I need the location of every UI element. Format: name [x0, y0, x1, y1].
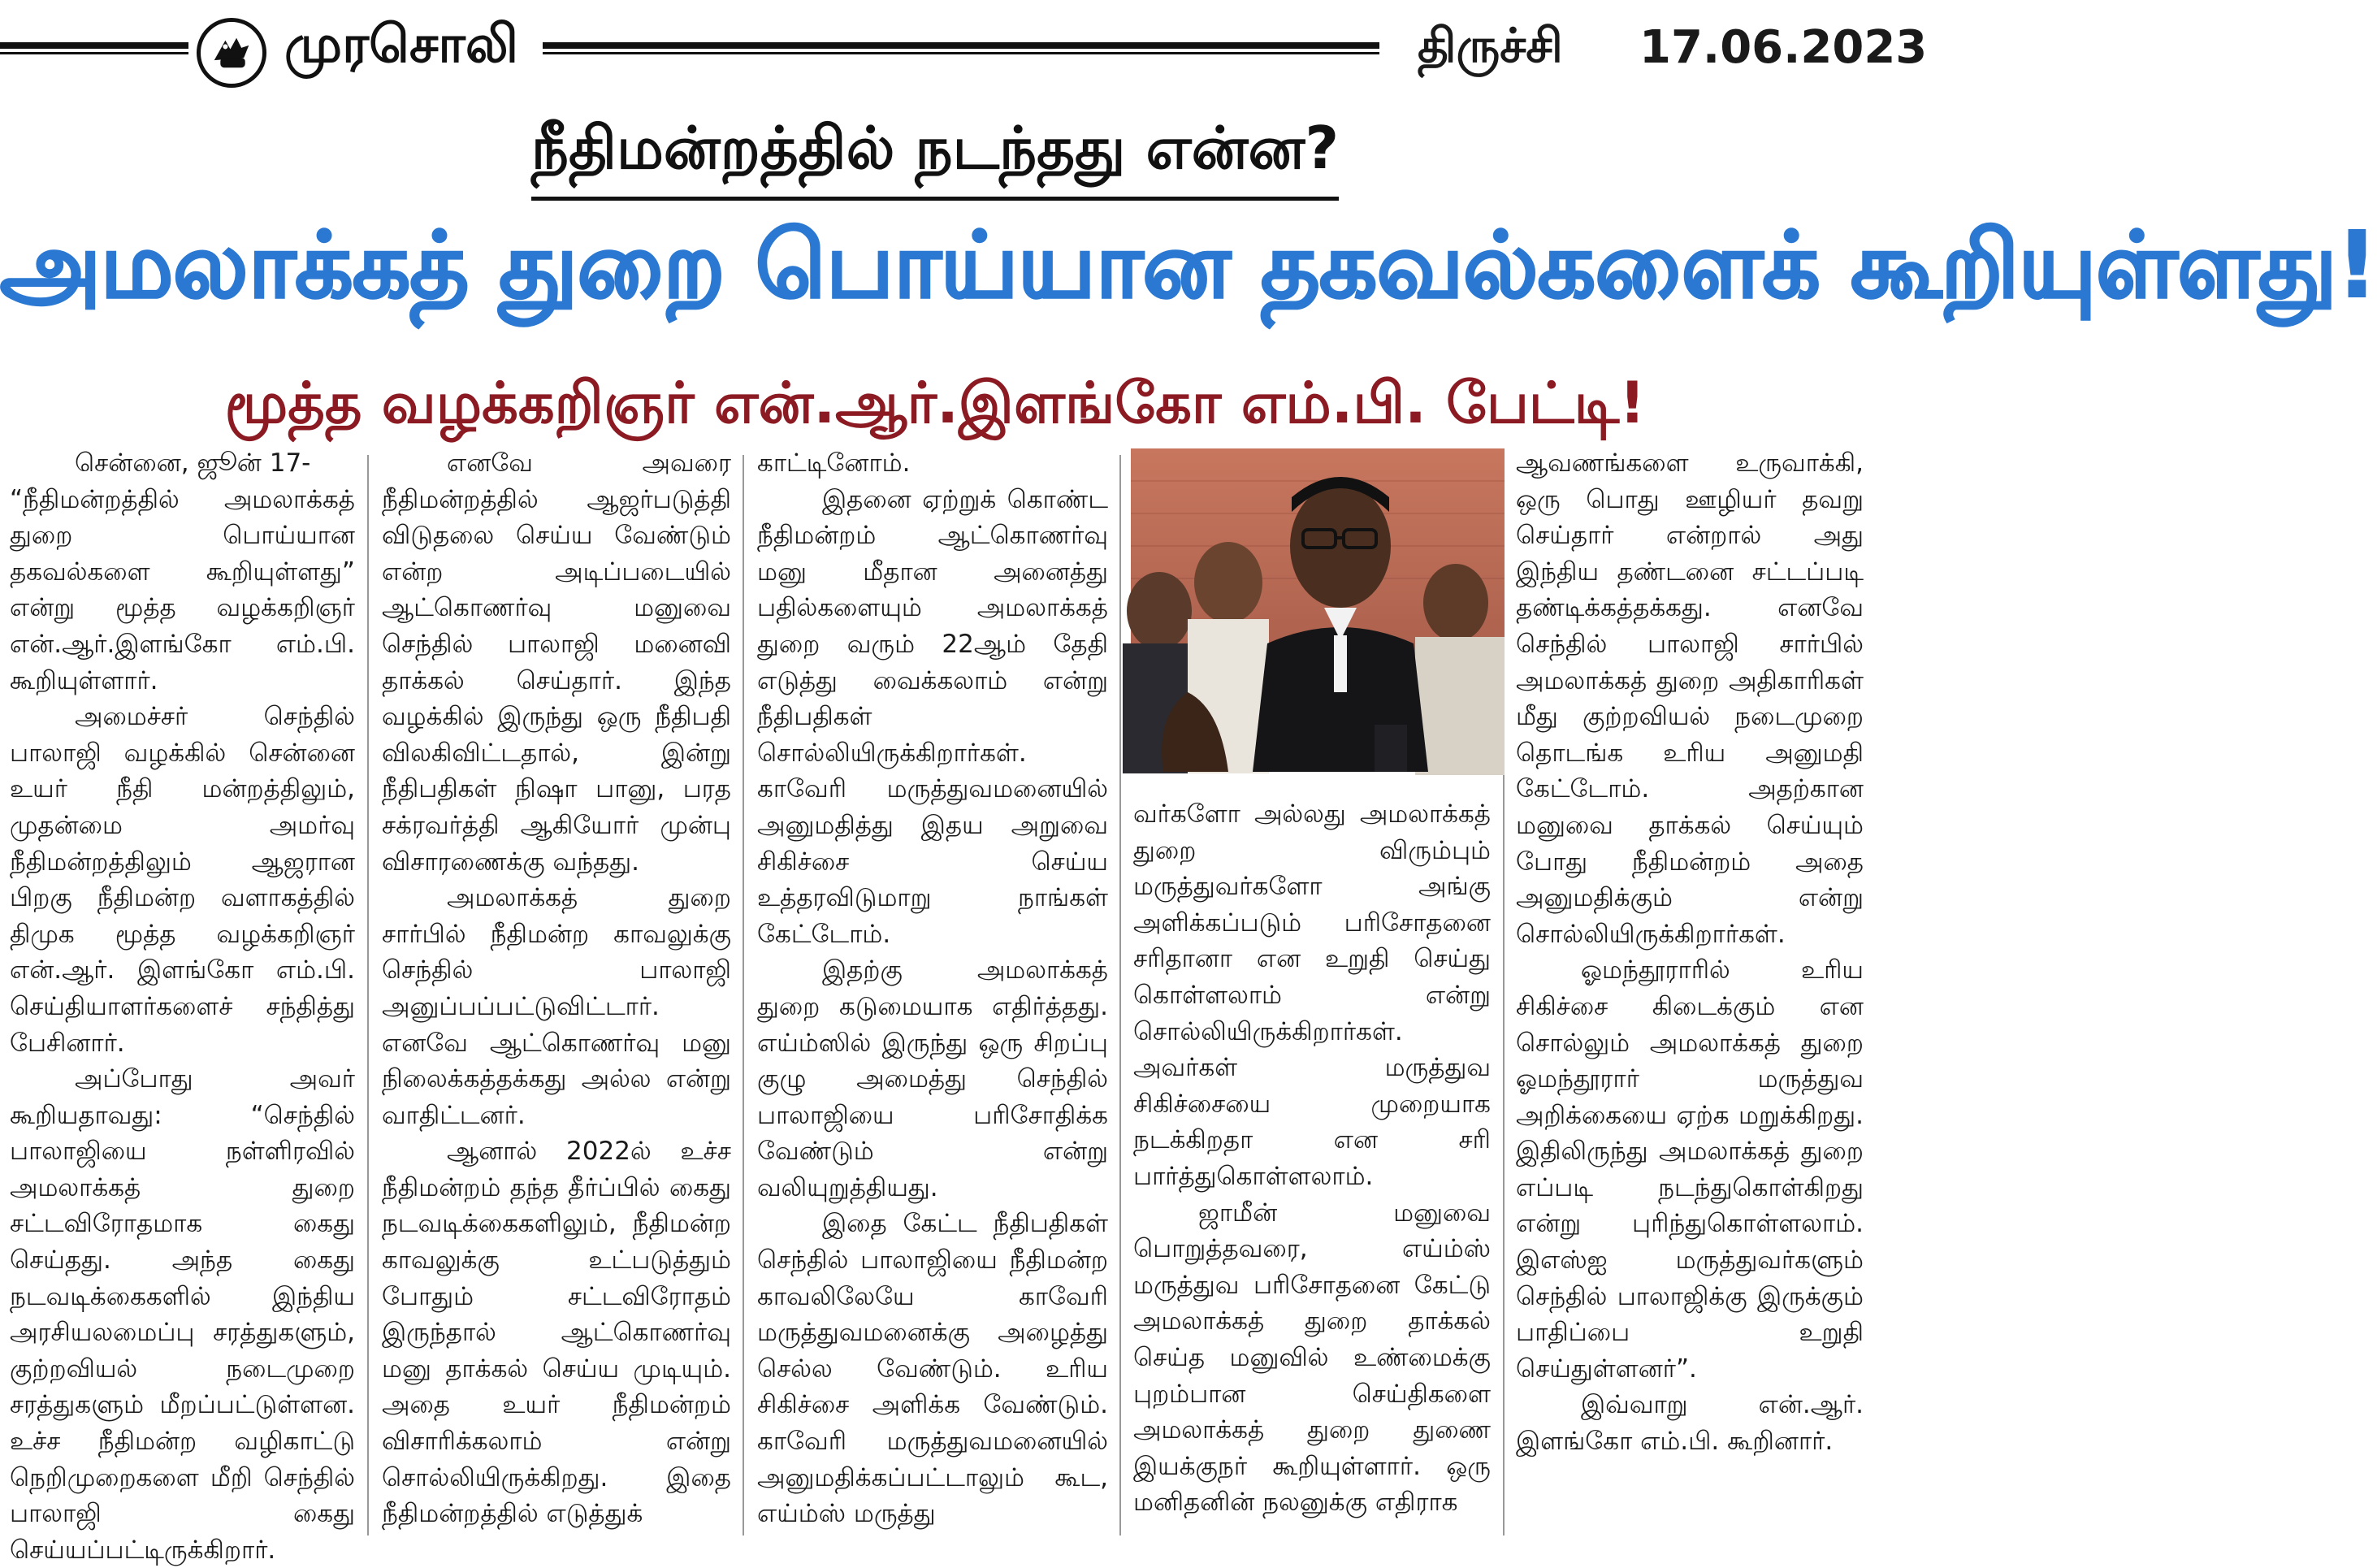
- column-divider: [743, 455, 744, 1536]
- drum-logo-icon: [197, 18, 266, 88]
- article-headline: அமலாக்கத் துறை பொய்யான தகவல்களைக் கூறியுள்ளது!: [0, 213, 2377, 318]
- speaker-photo: [1131, 448, 1505, 772]
- paper-name: முரசொலி: [284, 15, 518, 75]
- issue-date: 17.06.2023: [1639, 21, 1928, 74]
- paragraph: அமலாக்கத் துறை சார்பில் நீதிமன்ற காவலுக்கு செந்தில் பாலாஜி அனுப்பப்பட்டுவிட்டார். எனவே ஆட்கொணர்வு மனு நிலைக்கத்தக்கது அல்ல என்று வாதிட்டனர்.: [382, 883, 731, 1130]
- paragraph: எனவே அவரை நீதிமன்றத்தில் ஆஜர்படுத்தி விடுதலை செய்ய வேண்டும் என்ற அடிப்படையில் ஆட்கொணர்வு மனுவை செந்தில் பாலாஜி மனைவி தாக்கல் செய்தார். இந்த வழக்கில் இருந்து ஒரு நீதிபதி விலகிவிட்டதால், இன்று நீதிபதிகள் நிஷா பானு, பரத சக்ரவர்த்தி ஆகியோர் முன்பு விசாரணைக்கு வந்தது.: [382, 448, 731, 877]
- masthead-rule-center: [543, 41, 1379, 58]
- edition-name: திருச்சி: [1418, 18, 1563, 73]
- paragraph: வர்களோ அல்லது அமலாக்கத் துறை விரும்பும் மருத்துவர்களோ அங்கு அளிக்கப்படும் பரிசோதனை சரிதானா என உறுதி செய்து கொள்ளலாம் என்று சொல்லியிருக்கிறார்கள். அவர்கள் மருத்துவ சிகிச்சையை முறையாக நடக்கிறதா என சரி பார்த்துகொள்ளலாம்.: [1133, 799, 1491, 1191]
- paragraph: ஆவணங்களை உருவாக்கி, ஒரு பொது ஊழியர் தவறு செய்தார் என்றால் அது இந்திய தண்டனை சட்டப்படி தண்டிக்கத்தக்கது. எனவே செந்தில் பாலாஜி சார்பில் அமலாக்கத் துறை அதிகாரிகள் மீது குற்றவியல் நடைமுறை தொடங்க உரிய அனுமதி கேட்டோம். அதற்கான மனுவை தாக்கல் செய்யும் போது நீதிமன்றம் அதை அனுமதிக்கும் என்று சொல்லியிருக்கிறார்கள்.: [1516, 448, 1864, 949]
- column-5: [1516, 445, 1864, 1460]
- article-deck: மூத்த வழக்கறிஞர் என்.ஆர்.இளங்கோ எம்.பி. பேட்டி!: [224, 370, 1646, 436]
- column-1: [10, 445, 355, 1568]
- kicker-container: [0, 114, 1870, 201]
- column-divider: [1119, 455, 1121, 1536]
- masthead-rule-left: [0, 41, 188, 58]
- article-body: [0, 445, 1870, 1565]
- column-2: [382, 445, 731, 1532]
- paragraph: ஓமந்தூராரில் உரிய சிகிச்சை கிடைக்கும் என சொல்லும் அமலாக்கத் துறை ஓமந்தூரார் மருத்துவ அறிக்கையை ஏற்க மறுக்கிறது. இதிலிருந்து அமலாக்கத் துறை எப்படி நடந்துகொள்கிறது என்று புரிந்துகொள்ளலாம். இஎஸ்ஐ மருத்துவர்களும் செந்தில் பாலாஜிக்கு இருக்கும் பாதிப்பை உறுதி செய்துள்ளனர்”.: [1516, 955, 1864, 1384]
- paragraph: இவ்வாறு என்.ஆர். இளங்கோ எம்.பி. கூறினார்.: [1516, 1390, 1864, 1457]
- paragraph: சென்னை, ஜூன் 17-: [75, 448, 311, 478]
- paragraph: “நீதிமன்றத்தில் அமலாக்கத் துறை பொய்யான தகவல்களை கூறியுள்ளது” என்று மூத்த வழக்கறிஞர் என்.ஆர்.இளங்கோ எம்.பி. கூறியுள்ளார்.: [10, 484, 355, 695]
- paragraph: இதனை ஏற்றுக் கொண்ட நீதிமன்றம் ஆட்கொணர்வு மனு மீதான அனைத்து பதில்களையும் அமலாக்கத் துறை வரும் 22ஆம் தேதி எடுத்து வைக்கலாம் என்று நீதிபதிகள் சொல்லியிருக்கிறார்கள். காவேரி மருத்துவமனையில் அனுமதித்து இதய அறுவை சிகிச்சை செய்ய உத்தரவிடுமாறு நாங்கள் கேட்டோம்.: [757, 484, 1108, 949]
- paragraph: அப்போது அவர் கூறியதாவது: “செந்தில் பாலாஜியை நள்ளிரவில் அமலாக்கத் துறை சட்டவிரோதமாக கைது செய்தது. அந்த கைது நடவடிக்கைகளில் இந்திய அரசியலமைப்பு சரத்துகளும், குற்றவியல் நடைமுறை சரத்துகளும் மீறப்பட்டுள்ளன. உச்ச நீதிமன்ற வழிகாட்டு நெறிமுறைகளை மீறி செந்தில் பாலாஜி கைது செய்யப்பட்டிருக்கிறார்.: [10, 1064, 355, 1565]
- paragraph: ஜாமீன் மனுவை பொறுத்தவரை, எய்ம்ஸ் மருத்துவ பரிசோதனை கேட்டு அமலாக்கத் துறை தாக்கல் செய்த மனுவில் உண்மைக்கு புறம்பான செய்திகளை அமலாக்கத் துறை துணை இயக்குநர் கூறியுள்ளார். ஒரு மனிதனின் நலனுக்கு எதிராக: [1133, 1198, 1491, 1518]
- paragraph: அமைச்சர் செந்தில் பாலாஜி வழக்கில் சென்னை உயர் நீதி மன்றத்திலும், முதன்மை அமர்வு நீதிமன்றத்திலும் ஆஜரான பிறகு நீதிமன்ற வளாகத்தில் திமுக மூத்த வழக்கறிஞர் என்.ஆர். இளங்கோ எம்.பி. செய்தியாளர்களைச் சந்தித்து பேசினார்.: [10, 702, 355, 1058]
- paragraph: ஆனால் 2022ல் உச்ச நீதிமன்றம் தந்த தீர்ப்பில் கைது நடவடிக்கைகளிலும், நீதிமன்ற காவலுக்கு உட்படுத்தும் போதும் சட்டவிரோதம் இருந்தால் ஆட்கொணர்வு மனு தாக்கல் செய்ய முடியும். அதை உயர் நீதிமன்றம் விசாரிக்கலாம் என்று சொல்லியிருக்கிறது. இதை நீதிமன்றத்தில் எடுத்துக்: [382, 1137, 731, 1529]
- article-kicker: நீதிமன்றத்தில் நடந்தது என்ன?: [531, 114, 1339, 201]
- column-4: [1133, 796, 1491, 1521]
- masthead: [0, 0, 1928, 106]
- column-3: [757, 445, 1108, 1532]
- paragraph: காட்டினோம்.: [757, 448, 911, 478]
- paragraph: இதற்கு அமலாக்கத் துறை கடுமையாக எதிர்த்தது. எய்ம்ஸில் இருந்து ஒரு சிறப்பு குழு அமைத்து செந்தில் பாலாஜியை பரிசோதிக்க வேண்டும் என்று வலியுறுத்தியது.: [757, 955, 1108, 1202]
- column-divider: [367, 455, 369, 1536]
- paragraph: இதை கேட்ட நீதிபதிகள் செந்தில் பாலாஜியை நீதிமன்ற காவலிலேயே காவேரி மருத்துவமனைக்கு அழைத்து செல்ல வேண்டும். உரிய சிகிச்சை அளிக்க வேண்டும். காவேரி மருத்துவமனையில் அனுமதிக்கப்பட்டாலும் கூட, எய்ம்ஸ் மருத்து: [757, 1209, 1108, 1529]
